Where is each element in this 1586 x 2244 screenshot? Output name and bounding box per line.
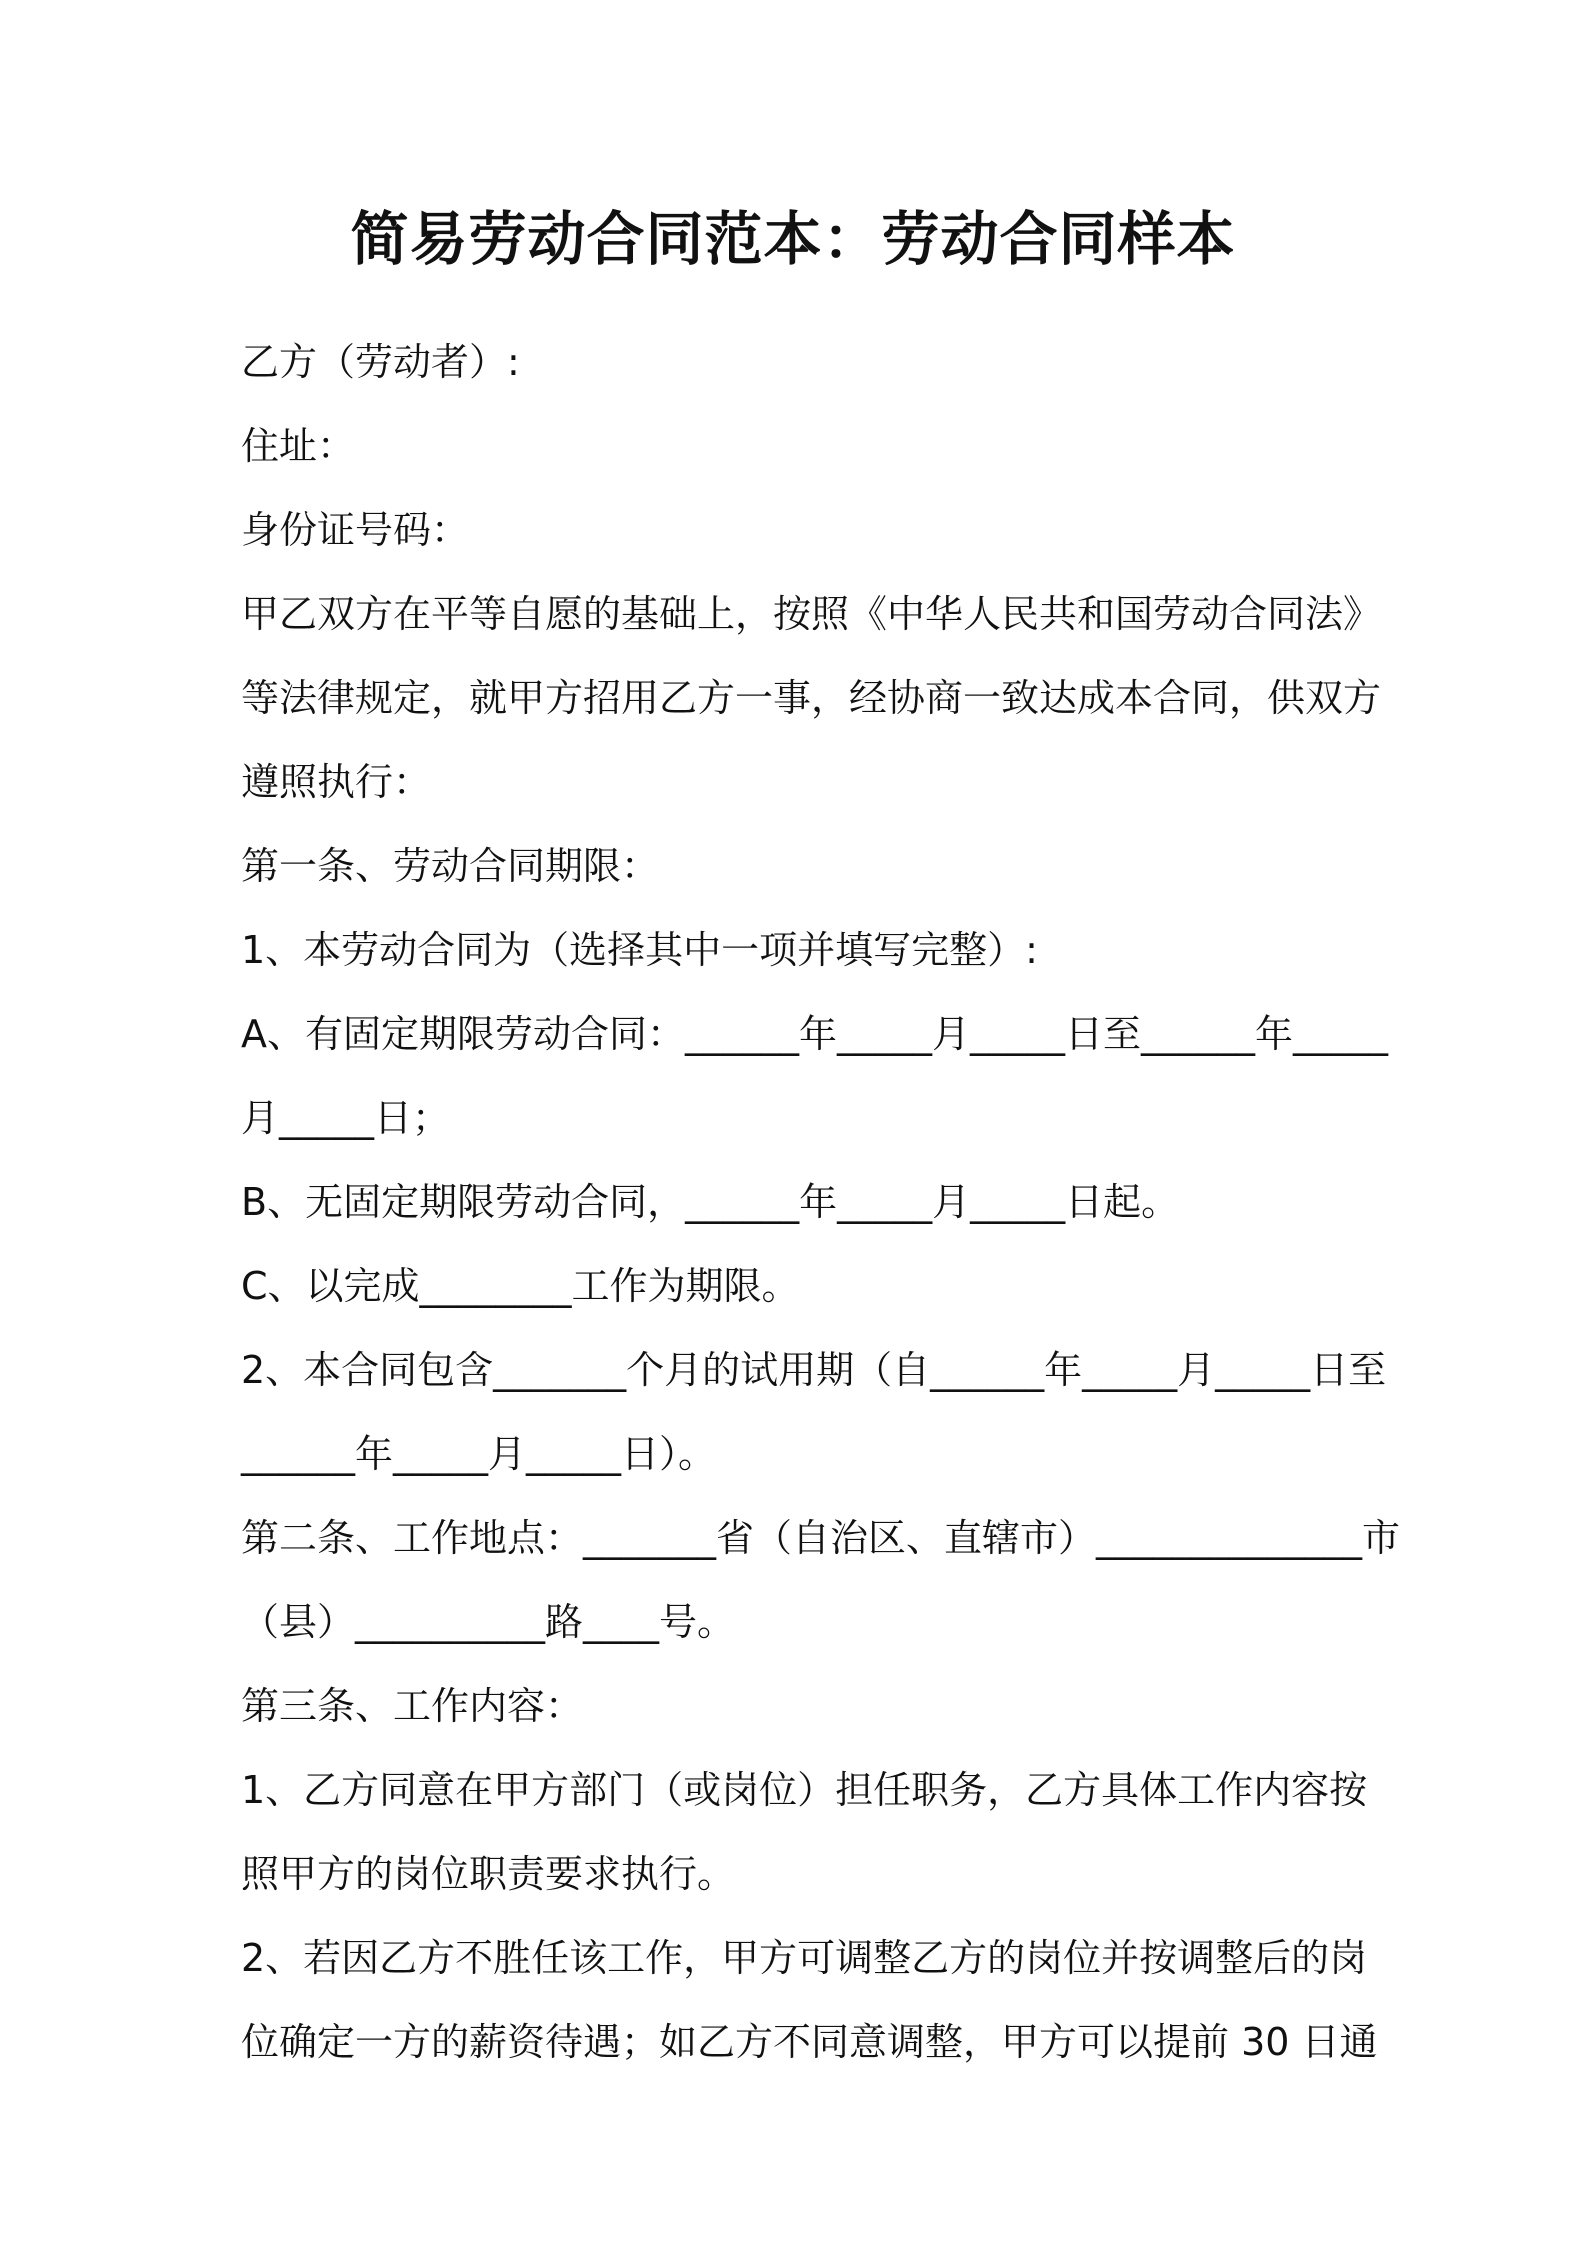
article-3-item-2-line-2: 位确定一方的薪资待遇；如乙方不同意调整，甲方可以提前 30 日通 (241, 2020, 1378, 2064)
article-3-item-1-line-2: 照甲方的岗位职责要求执行。 (241, 1852, 736, 1896)
party-b-line: 乙方（劳动者）: (241, 340, 520, 384)
article-3-item-1-line-1: 1、乙方同意在甲方部门（或岗位）担任职务，乙方具体工作内容按 (241, 1768, 1368, 1812)
article-3-item-2-line-1: 2、若因乙方不胜任该工作，甲方可调整乙方的岗位并按调整后的岗 (241, 1936, 1368, 1980)
id-number-line: 身份证号码： (241, 508, 470, 552)
intro-paragraph-line-3: 遵照执行： (241, 760, 432, 804)
article-1-item-2-line-1: 2、本合同包含_______个月的试用期（自______年_____月_____日至 (241, 1348, 1387, 1392)
article-1-item-2-line-2: ______年_____月_____日）。 (241, 1432, 717, 1476)
article-2-line-2: （县）__________路____号。 (241, 1600, 736, 1644)
article-2-line-1: 第二条、工作地点：_______省（自治区、直辖市）______________市 (241, 1516, 1401, 1560)
article-1-option-a-line-1: A、有固定期限劳动合同：______年_____月_____日至______年_____ (241, 1012, 1388, 1056)
address-line: 住址： (241, 424, 356, 468)
article-1-item-1: 1、本劳动合同为（选择其中一项并填写完整）: (241, 928, 1038, 972)
intro-paragraph-line-2: 等法律规定，就甲方招用乙方一事，经协商一致达成本合同，供双方 (241, 676, 1382, 720)
document-title: 简易劳动合同范本：劳动合同样本 (350, 205, 1236, 273)
article-1-heading: 第一条、劳动合同期限： (241, 844, 660, 888)
article-1-option-b: B、无固定期限劳动合同，______年_____月_____日起。 (241, 1180, 1180, 1224)
intro-paragraph-line-1: 甲乙双方在平等自愿的基础上，按照《中华人民共和国劳动合同法》 (241, 592, 1382, 636)
article-3-heading: 第三条、工作内容： (241, 1684, 584, 1728)
article-1-option-c: C、以完成________工作为期限。 (241, 1264, 800, 1308)
article-1-option-a-line-2: 月_____日； (241, 1096, 451, 1140)
